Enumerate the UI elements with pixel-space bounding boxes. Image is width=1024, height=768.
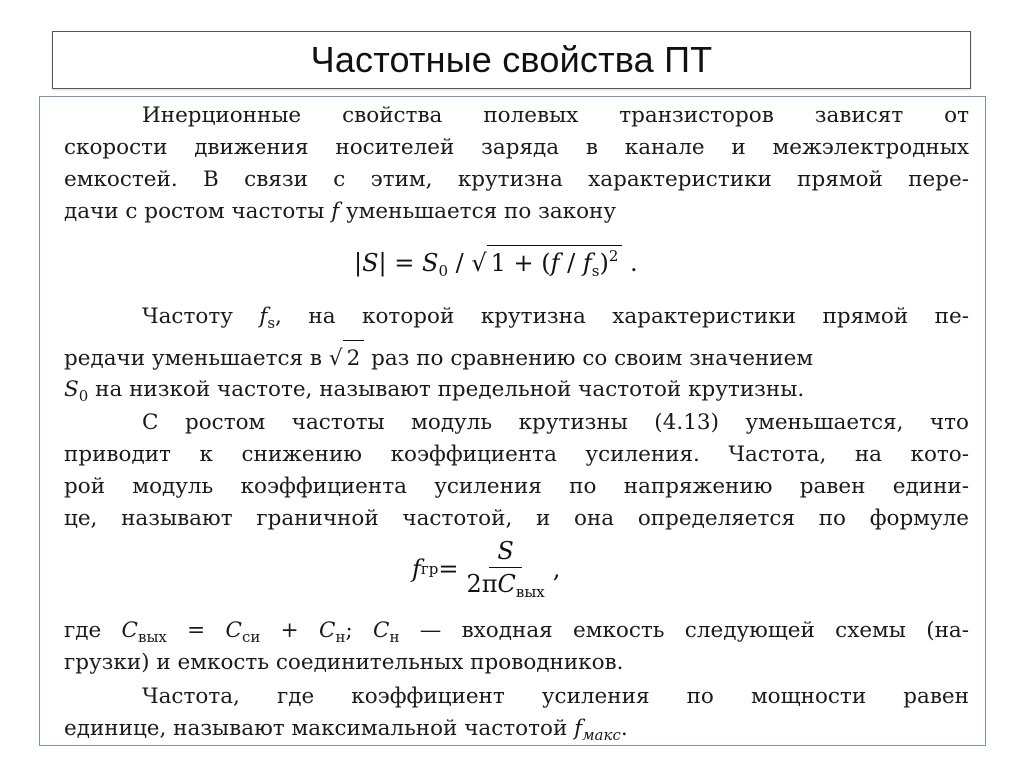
symbol-sub: вых (138, 628, 167, 646)
text-line-5 (142, 300, 969, 334)
text-line-11: це, называют граничной частотой, и она определяется по формуле (64, 506, 969, 531)
text-span: где (64, 618, 122, 643)
text-line-14: Частота, где коэффициент усиления по мощности равен (142, 684, 969, 709)
symbol-sub: 0 (78, 387, 89, 405)
text-line-1: Инерционные свойства полевых транзисторов зависят от (142, 103, 969, 128)
text-span: Частоту (142, 304, 260, 329)
formula-s0-sub: 0 (438, 262, 449, 280)
formula-root: √ (471, 249, 487, 277)
symbol-sub: s (267, 314, 276, 332)
formula2-eq: = (438, 555, 459, 583)
text-line-8: С ростом частоты модуль крутизны (4.13) уменьшается, что (142, 410, 969, 435)
formula-s0: S (422, 249, 439, 277)
text-span: на низкой частоте, называют предельной частотой крутизны. (88, 377, 805, 402)
formula-fs-sub: s (591, 262, 600, 280)
text-span: . (620, 716, 628, 741)
formula-bar-open: | (354, 249, 363, 277)
symbol-f: f (331, 199, 340, 224)
formula-eq: = (386, 249, 423, 277)
formula2-den-c: C (497, 570, 516, 598)
symbol-c: C (373, 618, 390, 643)
text-span: = (166, 618, 226, 643)
text-line-2: скорости движения носителей заряда в канале и межэлектродных (64, 135, 969, 160)
text-line-12 (64, 614, 969, 648)
text-span: + (260, 618, 319, 643)
symbol-f: f (259, 304, 268, 329)
formula-fs: f (582, 249, 592, 277)
formula2-den-pre: 2π (466, 570, 498, 598)
text-line-4 (64, 195, 616, 229)
symbol-s: S (64, 377, 79, 402)
formula2-den-sub: вых (515, 583, 545, 601)
formula-s: S (362, 249, 379, 277)
text-span: единице, называют максимальной частотой (64, 716, 575, 741)
formula-transconductance (354, 245, 638, 280)
symbol-c: C (225, 618, 242, 643)
slide-title-box (52, 31, 971, 89)
formula2-denominator (458, 568, 552, 601)
text-line-6 (64, 340, 813, 374)
formula2-fraction (458, 537, 552, 601)
symbol-sub: н (389, 628, 400, 646)
sqrt-radicand: 2 (343, 340, 365, 376)
sqrt-symbol: √ (328, 346, 343, 371)
text-span: — входная емкость следующей схемы (на- (399, 618, 970, 643)
formula2-end: , (552, 555, 561, 583)
formula-end: . (622, 249, 638, 277)
formula-radicand (487, 245, 623, 280)
text-span: дачи с ростом частоты (64, 199, 332, 224)
symbol-sub: макс (582, 726, 621, 744)
formula-bar-close: | (378, 249, 387, 277)
text-line-10: рой модуль коэффициента усиления по напряжению равен едини- (64, 474, 969, 499)
text-line-7 (64, 373, 804, 407)
text-span: редачи уменьшается в (64, 346, 329, 371)
text-line-13: грузки) и емкость соединительных проводников. (64, 650, 624, 675)
slide-title: Частотные свойства ПТ (310, 39, 713, 80)
symbol-sub: н (335, 628, 346, 646)
text-line-9: приводит к снижению коэффициента усиления. Частота, на кото- (64, 442, 969, 467)
formula-close: ) (599, 249, 609, 277)
text-span: раз по сравнению со своим значением (364, 346, 814, 371)
formula-div: / (559, 249, 583, 277)
text-line-3: емкостей. В связи с этим, крутизна характеристики прямой пере- (64, 167, 969, 192)
formula-exp: 2 (608, 247, 619, 265)
formula-boundary-frequency (412, 533, 560, 605)
text-span: , на которой крутизна характеристики прямой пе- (275, 304, 969, 329)
formula-one-plus: 1 + ( (490, 249, 551, 277)
symbol-sub: си (241, 628, 261, 646)
formula-f: f (550, 249, 560, 277)
formula2-f: f (412, 555, 421, 583)
text-span: ; (345, 618, 373, 643)
symbol-c: C (121, 618, 138, 643)
symbol-f: f (574, 716, 583, 741)
formula-slash: / (448, 249, 472, 277)
symbol-c: C (318, 618, 336, 643)
formula2-numerator: S (489, 537, 521, 568)
formula2-f-sub: гр (420, 560, 439, 578)
text-span: уменьшается по закону (339, 199, 617, 224)
text-line-15 (64, 712, 628, 746)
